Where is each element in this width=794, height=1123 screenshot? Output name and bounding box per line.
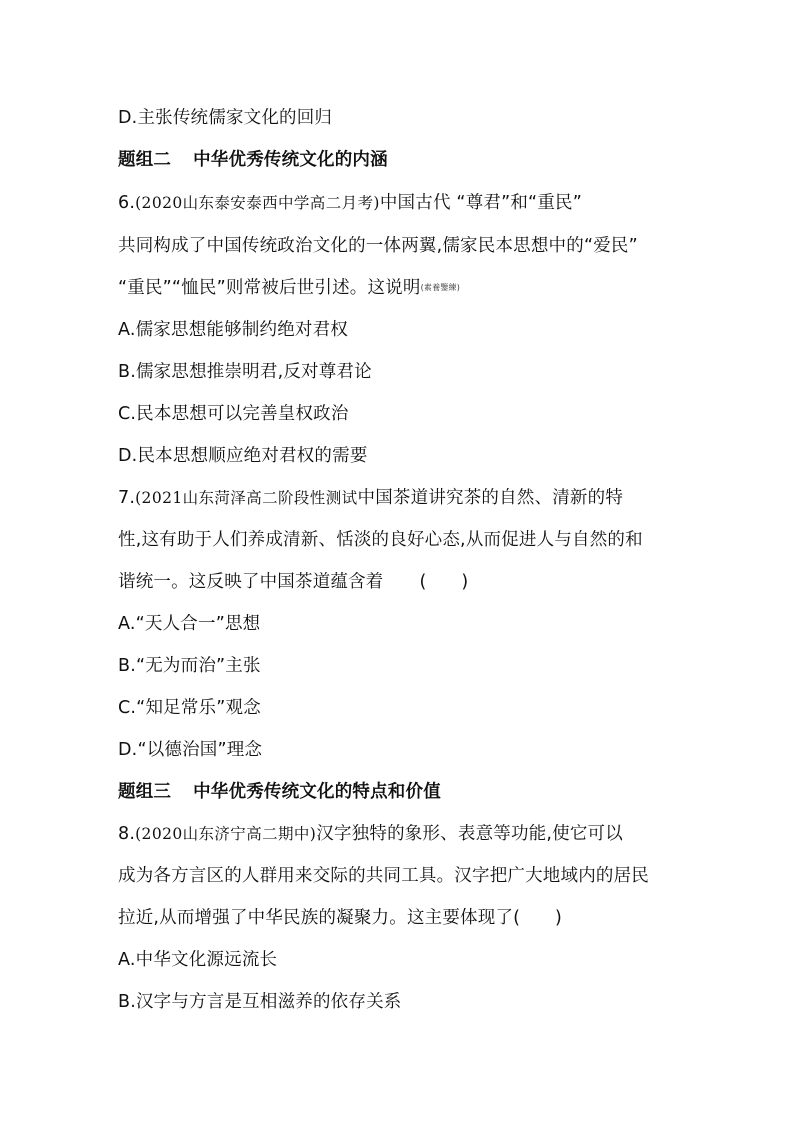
answer-blank: ( ) bbox=[513, 908, 562, 928]
q6-option-a bbox=[118, 318, 348, 342]
option-text: D.民本思想顺应绝对君权的需要 bbox=[118, 446, 368, 466]
question-number: 7. bbox=[118, 488, 136, 508]
option-text: C.“知足常乐”观念 bbox=[118, 698, 261, 718]
option-text: C.民本思想可以完善皇权政治 bbox=[118, 404, 349, 424]
question-text: “重民”“恤民”则常被后世引述。这说明 bbox=[118, 278, 421, 298]
q6-stem-line-2 bbox=[118, 234, 638, 258]
q8-option-a bbox=[118, 948, 277, 972]
option-text: A.“天人合一”思想 bbox=[118, 614, 261, 634]
question-text: 性,这有助于人们养成清新、恬淡的良好心态,从而促进人与自然的和 bbox=[118, 530, 643, 550]
q6-option-b bbox=[118, 360, 372, 384]
question-text: 谐统一。这反映了中国茶道蕴含着 bbox=[118, 572, 384, 592]
q7-option-b bbox=[118, 654, 261, 678]
q8-stem-line-1 bbox=[118, 822, 623, 846]
option-text: D.“以德治国”理念 bbox=[118, 740, 263, 760]
q6-option-d bbox=[118, 444, 368, 468]
group-label: 题组二 bbox=[118, 150, 172, 170]
answer-blank: ( ) bbox=[419, 572, 469, 592]
question-text: 汉字独特的象形、表意等功能,使它可以 bbox=[316, 824, 623, 844]
question-number: 8. bbox=[118, 824, 136, 844]
q7-stem-line-1 bbox=[118, 486, 623, 510]
literacy-tag: (素養鑒練) bbox=[420, 283, 461, 292]
question-text: 中国古代 “尊君”和“重民” bbox=[379, 193, 582, 213]
q7-stem-line-3 bbox=[118, 570, 468, 594]
option-text: A.中华文化源远流长 bbox=[118, 950, 278, 970]
question-text: 中国茶道讲究茶的自然、清新的特 bbox=[357, 488, 624, 508]
q8-option-b bbox=[118, 990, 401, 1014]
option-text: B.汉字与方言是互相滋养的依存关系 bbox=[118, 992, 402, 1012]
q7-option-c bbox=[118, 696, 261, 720]
question-source: (2020山东泰安泰西中学高二月考) bbox=[135, 194, 380, 212]
q6-stem-line-1 bbox=[118, 191, 582, 215]
group-label: 题组三 bbox=[118, 782, 172, 802]
option-text: B.“无为而治”主张 bbox=[118, 656, 261, 676]
group-heading-2 bbox=[118, 148, 388, 172]
group-title: 中华优秀传统文化的内涵 bbox=[193, 150, 388, 170]
question-text: 共同构成了中国传统政治文化的一体两翼,儒家民本思想中的“爱民” bbox=[118, 236, 638, 256]
q6-stem-line-3 bbox=[118, 276, 460, 300]
question-source: (2020山东济宁高二期中) bbox=[135, 825, 317, 843]
option-text: B.儒家思想推崇明君,反对尊君论 bbox=[118, 362, 372, 382]
question-number: 6. bbox=[118, 193, 136, 213]
q5-option-d-text: D.主张传统儒家文化的回归 bbox=[118, 108, 333, 128]
q8-stem-line-2 bbox=[118, 864, 649, 888]
question-text: 拉近,从而增强了中华民族的凝聚力。这主要体现了 bbox=[118, 908, 514, 928]
question-text: 成为各方言区的人群用来交际的共同工具。汉字把广大地域内的居民 bbox=[118, 866, 649, 886]
q6-option-c bbox=[118, 402, 349, 426]
q7-stem-line-2 bbox=[118, 528, 643, 552]
q8-stem-line-3 bbox=[118, 906, 562, 930]
option-text: A.儒家思想能够制约绝对君权 bbox=[118, 320, 349, 340]
q7-option-d bbox=[118, 738, 262, 762]
question-source: (2021山东菏泽高二阶段性测试 bbox=[135, 489, 358, 507]
q7-option-a bbox=[118, 612, 260, 636]
group-heading-3 bbox=[118, 780, 441, 804]
q5-option-d bbox=[118, 106, 332, 130]
group-title: 中华优秀传统文化的特点和价值 bbox=[193, 782, 441, 802]
